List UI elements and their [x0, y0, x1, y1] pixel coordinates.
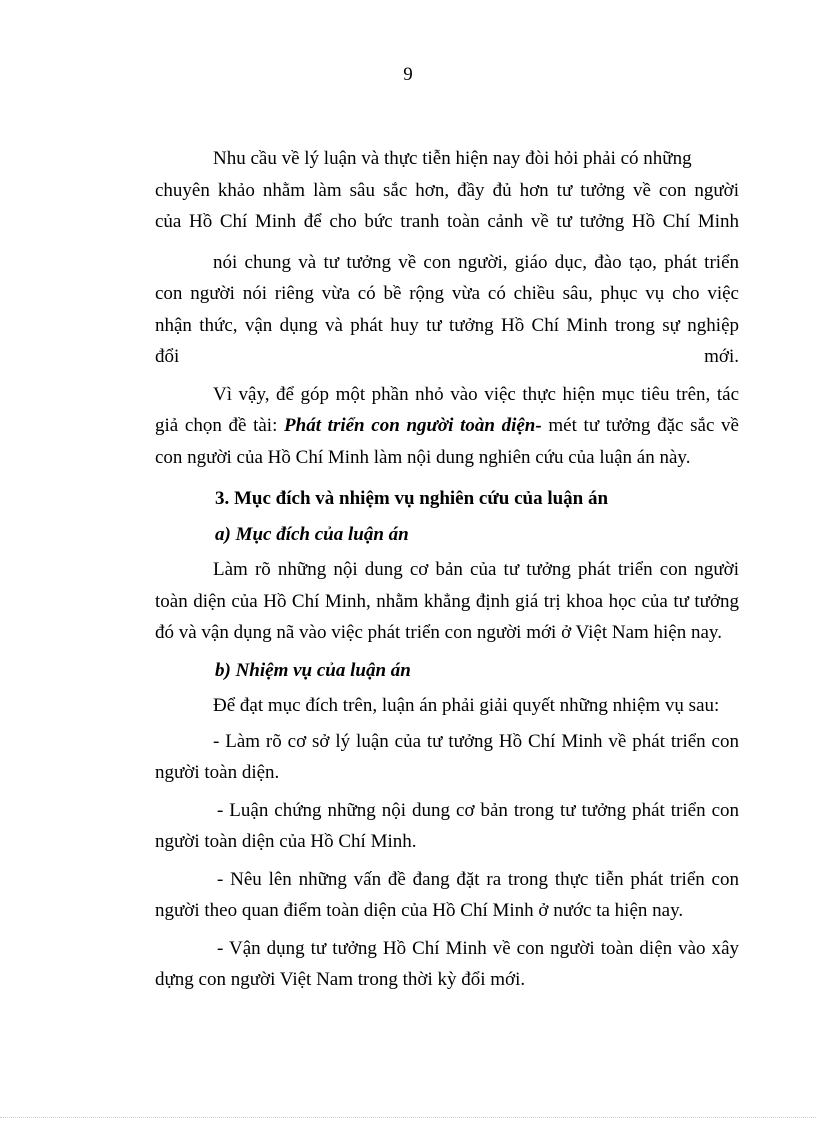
task-item: - Làm rõ cơ sở lý luận của tư tưởng Hồ Chí Minh về phát triển con người toàn diện. — [155, 730, 739, 783]
thesis-title: Phát triển con người toàn diện- — [284, 415, 542, 436]
paragraph-2-line-4 — [155, 341, 739, 373]
paragraph-2-line-3: nhận thức, vận dụng và phát huy tư tưởng Hồ Chí Minh trong sự nghiệp — [155, 314, 739, 336]
section-3-heading: 3. Mục đích và nhiệm vụ nghiên cứu của luận án — [215, 488, 609, 509]
subsection-b-heading: b) Nhiệm vụ của luận án — [215, 659, 411, 681]
paragraph-1-line-1: Nhu cầu về lý luận và thực tiễn hiện nay đòi hỏi phải có những — [213, 148, 692, 169]
paragraph-3-text-before: Vì vậy, để góp một phần nhỏ vào việc thực hiện mục tiêu trên, tác giả chọn đề tài: — [155, 383, 739, 436]
paragraph-2-line-1: nói chung và tư tưởng về con người, giáo dục, đào tạo, phát triển — [213, 251, 739, 273]
page-body — [155, 143, 739, 996]
paragraph-3-text-after: mét tư tưởng đặc sắc về con người của Hồ Chí Minh làm nội dung nghiên cứu của luận án này. — [155, 415, 739, 468]
page-number: 9 — [403, 64, 413, 85]
paragraph-1-line-2: chuyên khảo nhằm làm sâu sắc hơn, đầy đủ hơn tư tưởng về con người — [155, 179, 739, 201]
subsection-a-text: Làm rõ những nội dung cơ bản của tư tưởng phát triển con người toàn diện của Hồ Chí Minh, nhằm khẳng định giá trị khoa học của tư tưởng đó và vận dụng nã vào việc phát triển con người mới ở Việt Nam hiện nay. — [155, 559, 739, 643]
task-item: - Luận chứng những nội dung cơ bản trong tư tưởng phát triển con người toàn diện của Hồ Chí Minh. — [155, 799, 739, 852]
task-item: - Nêu lên những vấn đề đang đặt ra trong thực tiễn phát triển con người theo quan điểm toàn diện của Hồ Chí Minh ở nước ta hiện nay. — [155, 868, 739, 921]
paragraph-1-line-3: của Hồ Chí Minh để cho bức tranh toàn cảnh về tư tưởng Hồ Chí Minh — [155, 211, 739, 232]
task-item: - Vận dụng tư tưởng Hồ Chí Minh về con người toàn diện vào xây dựng con người Việt Nam trong thời kỳ đổi mới. — [155, 937, 739, 990]
paragraph-1 — [155, 143, 739, 238]
paragraph-2 — [155, 247, 739, 373]
paragraph-2-line-4-left: đổi — [155, 346, 180, 367]
subsection-a-heading: a) Mục đích của luận án — [215, 523, 409, 545]
subsection-b-intro: Để đạt mục đích trên, luận án phải giải quyết những nhiệm vụ sau: — [213, 695, 720, 716]
paragraph-2-line-2: con người nói riêng vừa có bề rộng vừa có chiều sâu, phục vụ cho việc — [155, 283, 739, 304]
paragraph-3 — [155, 379, 739, 474]
page-bottom-border — [0, 1117, 816, 1118]
paragraph-2-line-4-right: mới. — [704, 346, 739, 367]
